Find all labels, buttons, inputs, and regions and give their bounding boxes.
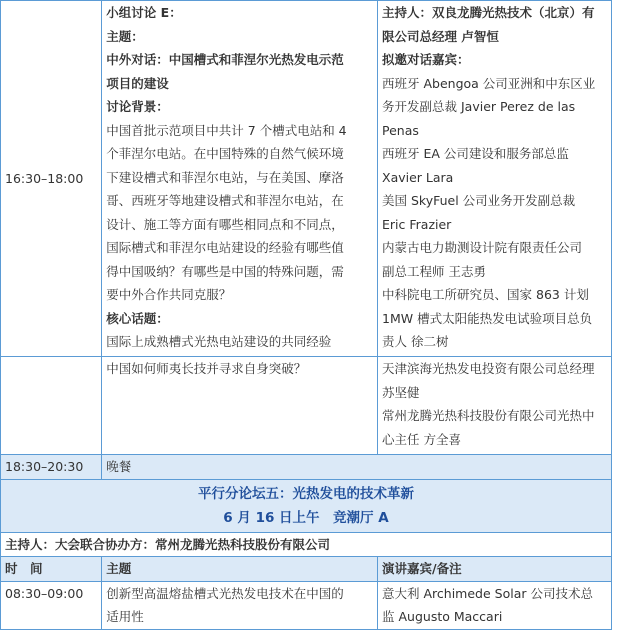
talk-speaker (378, 581, 612, 629)
host-line: 西班牙 EA 公司建设和服务部总监 (382, 146, 569, 161)
talk-topic-line: 创新型高温熔盐槽式光热发电技术在中国的 (106, 585, 344, 601)
forum-title: 平行分论坛五：光热发电的技术革新 (198, 485, 414, 502)
dinner-row (1, 455, 612, 480)
column-header-speaker: 演讲嘉宾/备注 (378, 557, 612, 582)
column-header-topic: 主题 (102, 557, 378, 582)
moderator-row (1, 532, 612, 557)
session-row (1, 357, 612, 455)
dinner-time: 18:30–20:30 (1, 455, 102, 480)
host-line: 心主任 方全喜 (382, 431, 461, 447)
forum-header-row (1, 479, 612, 532)
session-row (1, 1, 612, 357)
host-line: 美国 SkyFuel 公司业务开发副总裁 (382, 193, 576, 208)
host-line: 苏坚健 (382, 384, 420, 400)
topic-line: 国际上成熟槽式光热电站建设的共同经验 (106, 334, 332, 349)
host-line: Eric Frazier (382, 216, 452, 232)
host-line: 副总工程师 王志勇 (382, 263, 486, 279)
topic-line: 得中国吸纳？有哪些是中国的特殊问题，需 (106, 263, 344, 279)
host-line: 西班牙 Abengoa 公司亚洲和中东区业 (382, 75, 596, 91)
topic-line: 中国如何师夷长技并寻求自身突破？ (106, 361, 307, 376)
topic-line: 下建设槽式和菲涅尔电站，与在美国、摩洛 (106, 169, 344, 185)
talk-topic (102, 581, 378, 629)
forum-subtitle: 6 月 16 日上午 竞潮厅 A (223, 509, 389, 526)
topic-line: 主题： (106, 28, 144, 44)
session-topic (102, 357, 378, 455)
topic-line: 项目的建设 (106, 75, 169, 91)
host-line: 限公司总经理 卢智恒 (382, 28, 499, 44)
talk-speaker-line: 意大利 Archimede Solar 公司技术总 (382, 585, 593, 601)
session-time (1, 1, 102, 357)
topic-line: 国际槽式和菲涅尔电站建设的经验有哪些值 (106, 240, 344, 255)
host-line: 务开发副总裁 Javier Perez de las (382, 99, 576, 114)
talk-speaker-line: 监 Augusto Maccari (382, 609, 503, 624)
talk-topic-line: 适用性 (106, 609, 144, 624)
host-line: 天津滨海光热发电投资有限公司总经理 (382, 361, 595, 376)
host-line: 1MW 槽式太阳能热发电试验项目总负 (382, 310, 593, 326)
host-line: 拟邀对话嘉宾： (382, 52, 470, 67)
host-line: 中科院电工所研究员、国家 863 计划 (382, 287, 589, 302)
session-topic (102, 1, 378, 357)
session-time-text: 16:30–18:00 (5, 170, 84, 186)
moderator-text: 主持人：大会联合协办方：常州龙腾光热科技股份有限公司 (1, 532, 612, 557)
talk-time: 08:30–09:00 (1, 581, 102, 629)
topic-line: 中国首批示范项目中共计 7 个槽式电站和 4 (106, 122, 347, 138)
column-header-row (1, 557, 612, 582)
topic-line: 小组讨论 E： (106, 5, 182, 20)
talk-row (1, 581, 612, 629)
session-time (1, 357, 102, 455)
session-host (378, 1, 612, 357)
host-line: Xavier Lara (382, 169, 454, 185)
topic-line: 要中外合作共同克服？ (106, 287, 232, 302)
column-header-time: 时 间 (1, 557, 102, 582)
dinner-label: 晚餐 (102, 455, 612, 480)
topic-line: 个菲涅尔电站。在中国特殊的自然气候环境 (106, 146, 344, 161)
topic-line: 讨论背景： (106, 99, 169, 114)
topic-line: 哥、西班牙等地建设槽式和菲涅尔电站，在 (106, 193, 344, 208)
host-line: 常州龙腾光热科技股份有限公司光热中 (382, 408, 595, 423)
host-line: Penas (382, 122, 419, 138)
host-line: 责人 徐二树 (382, 334, 449, 349)
topic-line: 中外对话：中国槽式和菲涅尔光热发电示范 (106, 52, 344, 67)
forum-header (1, 479, 612, 532)
host-line: 主持人：双良龙腾光热技术（北京）有 (382, 5, 595, 20)
topic-line: 核心话题： (106, 310, 169, 326)
session-host (378, 357, 612, 455)
topic-line: 设计、施工等方面有哪些相同点和不同点， (106, 216, 344, 232)
host-line: 内蒙古电力勘测设计院有限责任公司 (382, 240, 583, 255)
